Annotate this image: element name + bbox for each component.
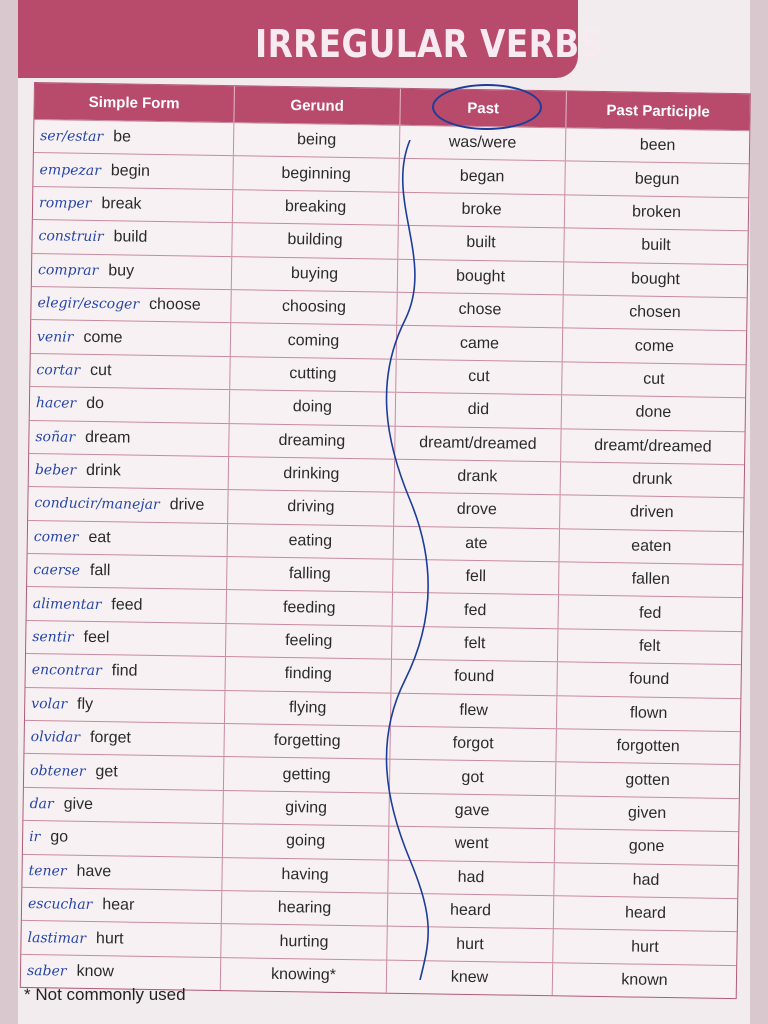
cell-gerund: eating xyxy=(228,524,394,559)
cell-past: came xyxy=(397,326,563,361)
cell-gerund: falling xyxy=(227,557,393,592)
handwritten-translation: soñar xyxy=(35,428,76,446)
handwritten-translation: sentir xyxy=(32,629,74,646)
cell-simple-form xyxy=(24,721,224,757)
cell-simple-form xyxy=(23,788,223,824)
cell-gerund: dreaming xyxy=(229,424,395,459)
cell-gerund: going xyxy=(223,824,389,859)
cell-past-participle: fed xyxy=(638,604,662,622)
cell-past: was/were xyxy=(400,126,566,161)
cell-gerund: being xyxy=(234,123,400,158)
cell-past-participle: heard xyxy=(624,904,667,923)
footnote: * Not commonly used xyxy=(24,985,186,1004)
cell-past-participle: drunk xyxy=(632,470,673,489)
cell-gerund: doing xyxy=(230,390,396,425)
cell-past-participle: dreamt/dreamed xyxy=(594,436,712,456)
handwritten-translation: ser/estar xyxy=(40,128,104,146)
handwritten-translation: romper xyxy=(38,195,92,212)
cell-past: began xyxy=(399,159,565,194)
cell-gerund: finding xyxy=(225,657,391,692)
cell-past-participle: fallen xyxy=(631,570,671,589)
handwritten-translation: volar xyxy=(31,695,68,713)
handwritten-translation: escuchar xyxy=(27,896,93,914)
cell-past-participle: felt xyxy=(638,637,661,655)
simple-form-text: begin xyxy=(110,161,151,180)
cell-gerund: giving xyxy=(223,791,389,826)
simple-form-text: break xyxy=(101,195,142,213)
simple-form-text: dream xyxy=(84,428,131,447)
simple-form-text: know xyxy=(76,962,115,981)
handwritten-translation: comprar xyxy=(37,261,99,279)
cell-past-participle: begun xyxy=(634,170,680,188)
cell-past: drove xyxy=(394,493,560,528)
handwritten-translation: alimentar xyxy=(32,595,102,613)
cell-simple-form xyxy=(28,487,228,523)
cell-past: gave xyxy=(389,793,555,828)
cell-gerund: hurting xyxy=(221,924,387,959)
simple-form-text: choose xyxy=(148,295,201,314)
cell-past-participle: chosen xyxy=(629,303,681,322)
cell-simple-form xyxy=(30,354,230,390)
cell-past: forgot xyxy=(390,727,556,762)
cell-gerund: getting xyxy=(224,757,390,792)
cell-past-participle: been xyxy=(639,136,676,155)
cell-gerund: knowing* xyxy=(221,958,387,993)
handwritten-translation: saber xyxy=(26,962,67,980)
cell-past: did xyxy=(396,393,562,428)
simple-form-text: find xyxy=(111,662,138,681)
cell-gerund: choosing xyxy=(231,290,397,325)
cell-gerund: driving xyxy=(228,490,394,525)
cell-gerund: forgetting xyxy=(224,724,390,759)
header-simple-form: Simple Form xyxy=(34,83,235,122)
simple-form-text: have xyxy=(76,862,112,881)
handwritten-translation: olvidar xyxy=(30,729,81,747)
cell-past: built xyxy=(398,226,564,261)
cell-past: got xyxy=(390,760,556,795)
simple-form-text: come xyxy=(83,328,123,346)
cell-past-participle: built xyxy=(641,236,671,255)
handwritten-squiggle-mark xyxy=(380,140,440,980)
cell-past-participle: cut xyxy=(643,370,665,388)
simple-form-text: get xyxy=(95,762,118,781)
handwritten-translation: hacer xyxy=(35,395,77,413)
cell-simple-form xyxy=(32,220,232,256)
cell-simple-form xyxy=(22,855,222,891)
cell-past-participle: known xyxy=(621,971,668,990)
cell-past: heard xyxy=(388,894,554,929)
simple-form-text: drink xyxy=(85,461,121,480)
handwritten-translation: lastimar xyxy=(27,929,87,947)
handwritten-translation: conducir/manejar xyxy=(34,495,160,514)
simple-form-text: feel xyxy=(83,628,110,647)
cell-simple-form xyxy=(31,287,231,323)
cell-past-participle: flown xyxy=(629,704,668,722)
simple-form-text: buy xyxy=(108,261,135,280)
cell-simple-form xyxy=(24,754,224,790)
header-past: Past xyxy=(400,89,567,128)
cell-simple-form xyxy=(26,621,226,657)
cell-past: cut xyxy=(396,359,562,394)
handwritten-translation: empezar xyxy=(39,161,101,179)
cell-past: fed xyxy=(393,593,559,628)
cell-past-participle: broken xyxy=(631,203,682,222)
simple-form-text: fall xyxy=(89,562,111,580)
handwritten-circle-mark xyxy=(432,84,542,130)
cell-simple-form xyxy=(27,587,227,623)
cell-past: felt xyxy=(392,627,558,662)
handwritten-translation: elegir/escoger xyxy=(37,295,140,313)
cell-simple-form xyxy=(29,420,229,456)
header-gerund: Gerund xyxy=(234,86,401,125)
cell-gerund: having xyxy=(222,858,388,893)
handwritten-translation: cortar xyxy=(36,361,81,379)
cell-past-participle: driven xyxy=(629,503,674,522)
cell-gerund: buying xyxy=(232,257,398,292)
simple-form-text: cut xyxy=(89,361,112,380)
cell-past: found xyxy=(391,660,557,695)
cell-past-participle: bought xyxy=(630,270,681,288)
handwritten-translation: beber xyxy=(34,462,77,479)
cell-past: drank xyxy=(395,460,561,495)
cell-simple-form xyxy=(30,387,230,423)
cell-gerund: coming xyxy=(231,323,397,358)
simple-form-text: do xyxy=(86,395,105,413)
cell-simple-form xyxy=(23,821,223,857)
handwritten-translation: tener xyxy=(28,862,67,880)
cell-gerund: cutting xyxy=(230,357,396,392)
cell-past-participle: eaten xyxy=(631,537,672,555)
cell-past: ate xyxy=(394,526,560,561)
handwritten-translation: comer xyxy=(33,528,79,546)
header-past-participle: Past Participle xyxy=(606,101,710,121)
cell-simple-form xyxy=(29,454,229,490)
cell-simple-form xyxy=(33,187,233,223)
simple-form-text: go xyxy=(50,828,69,847)
cell-simple-form xyxy=(22,888,222,924)
cell-gerund: feeling xyxy=(226,624,392,659)
cell-past: broke xyxy=(399,193,565,228)
cell-past-participle: gone xyxy=(628,837,665,856)
cell-past-participle: hurt xyxy=(631,938,659,956)
cell-gerund: feeding xyxy=(227,591,393,626)
cell-past-participle: given xyxy=(627,804,667,823)
cell-gerund: breaking xyxy=(233,190,399,225)
cell-gerund: drinking xyxy=(229,457,395,492)
cell-gerund: building xyxy=(232,223,398,258)
cell-past: had xyxy=(388,860,554,895)
simple-form-text: drive xyxy=(169,496,205,515)
cell-simple-form xyxy=(28,521,228,557)
simple-form-text: fly xyxy=(76,695,94,713)
cell-past: chose xyxy=(397,293,563,328)
cell-past-participle: forgotten xyxy=(616,737,680,756)
cell-gerund: flying xyxy=(225,691,391,726)
cell-simple-form xyxy=(34,120,234,156)
cell-past: fell xyxy=(393,560,559,595)
simple-form-text: hear xyxy=(102,896,135,914)
handwritten-translation: construir xyxy=(38,228,104,246)
cell-past-participle: done xyxy=(635,403,672,422)
cell-gerund: hearing xyxy=(222,891,388,926)
handwritten-translation: dar xyxy=(29,796,54,813)
cell-simple-form xyxy=(31,320,231,356)
handwritten-translation: encontrar xyxy=(31,662,102,680)
handwritten-translation: ir xyxy=(29,829,41,846)
simple-form-text: eat xyxy=(88,528,111,547)
cell-past-participle: found xyxy=(629,670,670,689)
cell-past: dreamt/dreamed xyxy=(395,426,561,461)
cell-gerund: beginning xyxy=(233,157,399,192)
cell-past: hurt xyxy=(387,927,553,962)
simple-form-text: forget xyxy=(89,729,132,747)
cell-past: bought xyxy=(398,259,564,294)
cell-past-participle: come xyxy=(634,337,675,355)
cell-past: went xyxy=(389,827,555,862)
cell-past: flew xyxy=(391,693,557,728)
cell-past: knew xyxy=(387,960,553,995)
cell-simple-form xyxy=(26,654,226,690)
simple-form-text: give xyxy=(63,795,94,814)
page-title: IRREGULAR VERBS xyxy=(255,22,604,66)
cell-simple-form xyxy=(21,921,221,957)
cell-past-participle: gotten xyxy=(625,770,670,789)
handwritten-translation: caerse xyxy=(33,562,81,580)
simple-form-text: feed xyxy=(111,595,143,614)
handwritten-translation: obtener xyxy=(30,762,86,780)
simple-form-text: hurt xyxy=(95,929,124,948)
handwritten-translation: venir xyxy=(36,328,74,346)
cell-simple-form xyxy=(33,153,233,189)
cell-simple-form xyxy=(25,688,225,724)
cell-past-participle: had xyxy=(632,871,660,889)
cell-simple-form xyxy=(32,254,232,290)
simple-form-text: be xyxy=(113,128,132,146)
simple-form-text: build xyxy=(113,228,148,247)
cell-simple-form xyxy=(27,554,227,590)
